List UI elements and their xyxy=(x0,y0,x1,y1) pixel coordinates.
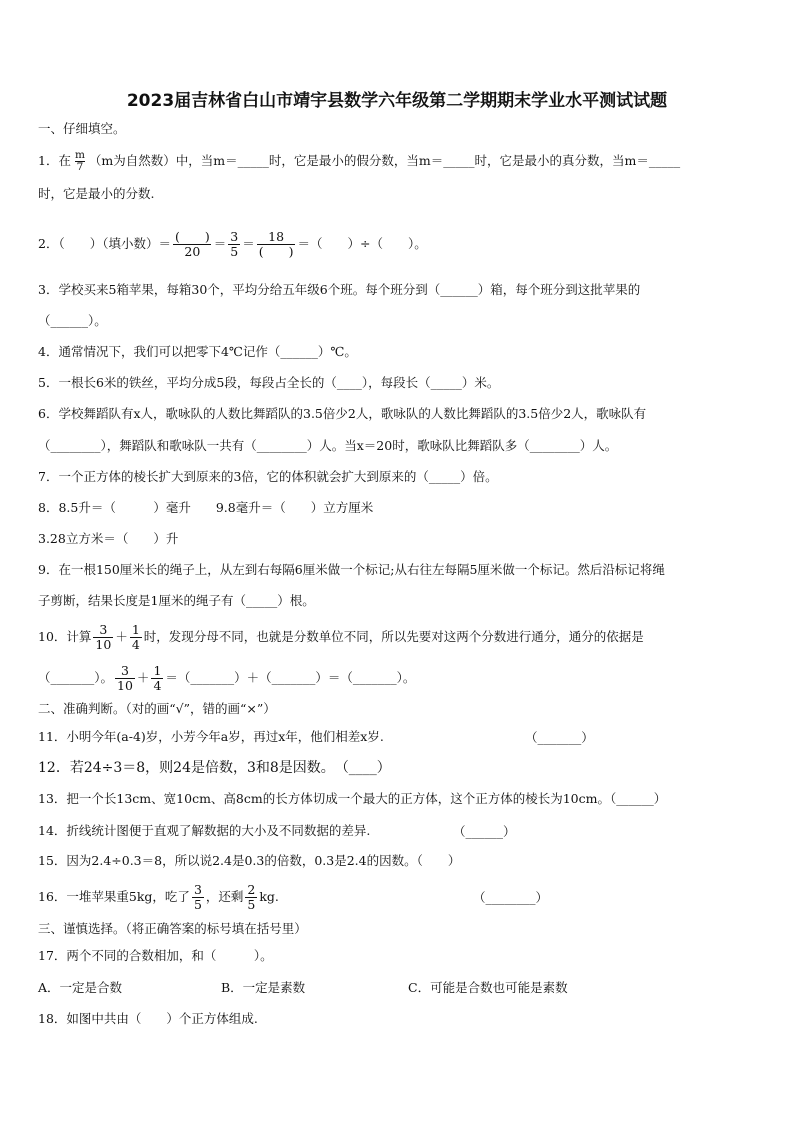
q10-f3-num: 3 xyxy=(120,663,129,678)
q10-text-a: 10．计算 xyxy=(38,629,92,644)
question-1-line-1 xyxy=(38,150,680,173)
q2-eq-2: ＝ xyxy=(242,236,255,251)
q12-text: 12．若24÷3＝8，则24是倍数，3和8是因数。 xyxy=(38,760,328,776)
question-9-line-1: 9．在一根150厘米长的绳子上，从左到右每隔6厘米做一个标记;从右往左每隔5厘米做一个标记。然后沿标记将绳 xyxy=(38,562,665,577)
q10-f4-den: 4 xyxy=(153,678,162,693)
question-8-line-2: 3.28立方米＝（ ）升 xyxy=(38,531,179,546)
q16-text-b: ，还剩 xyxy=(205,889,244,904)
q14-answer-paren: （______） xyxy=(453,824,516,839)
q17-option-a[interactable]: A．一定是合数 xyxy=(38,980,123,995)
question-14: 14．折线统计图便于直观了解数据的大小及不同数据的差异. xyxy=(38,823,371,838)
question-6-line-2: （________），舞蹈队和歌咏队一共有（________）人。当x＝20时，歌咏队比舞蹈队多（________）人。 xyxy=(38,438,618,453)
question-5: 5．一根长6米的铁丝，平均分成5段，每段占全长的（____），每段长（_____）米。 xyxy=(38,375,500,390)
question-13: 13．把一个长13cm、宽10cm、高8cm的长方体切成一个最大的正方体，这个正方体的棱长为10cm。（______） xyxy=(38,791,667,806)
q1-text-a: 1．在 xyxy=(38,153,71,168)
q1-text-b: （m为自然数）中，当m＝_____时，它是最小的假分数，当m＝_____时，它是最小的真分数，当m＝_____ xyxy=(88,153,681,168)
q10-fraction-2 xyxy=(130,623,142,652)
q10-fraction-1 xyxy=(93,623,113,652)
question-3-line-2: （______）。 xyxy=(38,313,107,328)
q2-f2-den: 5 xyxy=(230,244,239,259)
q1-fraction xyxy=(73,150,87,173)
q10-f2-num: 1 xyxy=(131,622,140,637)
section-2-heading: 二、准确判断。（对的画“√”，错的画“×”） xyxy=(38,701,276,716)
q2-fraction-2 xyxy=(228,230,240,259)
q2-f1-num: ( ) xyxy=(174,229,210,244)
q2-f3-den: ( ) xyxy=(258,244,294,259)
question-7: 7．一个正方体的棱长扩大到原来的3倍，它的体积就会扩大到原来的（_____）倍。 xyxy=(38,469,498,484)
q12-answer-paren: （____） xyxy=(341,760,391,776)
page-title: 2023届吉林省白山市靖宇县数学六年级第二学期期末学业水平测试试题 xyxy=(126,91,668,111)
q16-fraction-2 xyxy=(245,883,257,912)
q10-text-d: ＝（_______）＋（_______）＝（_______）。 xyxy=(165,670,416,685)
question-3-line-1: 3．学校买来5箱苹果，每箱30个，平均分给五年级6个班。每个班分到（______）箱，每个班分到这批苹果的 xyxy=(38,282,641,297)
question-11: 11．小明今年(a-4)岁，小芳今年a岁，再过x年，他们相差x岁. xyxy=(38,729,384,744)
q10-f2-den: 4 xyxy=(131,637,140,652)
question-18: 18．如图中共由（ ）个正方体组成. xyxy=(38,1011,258,1026)
q10-fraction-4 xyxy=(151,664,163,693)
question-10-line-2 xyxy=(38,661,415,695)
q10-fraction-3 xyxy=(115,664,135,693)
q16-text-c: kg. xyxy=(259,889,279,904)
question-10-line-1 xyxy=(38,620,644,654)
q2-fraction-3 xyxy=(257,230,296,259)
question-15: 15．因为2.4÷0.3＝8，所以说2.4是0.3的倍数，0.3是2.4的因数。（ ） xyxy=(38,853,461,868)
question-17: 17．两个不同的合数相加，和（ ）。 xyxy=(38,948,273,963)
question-1-line-2: 时，它是最小的分数. xyxy=(38,186,155,201)
question-9-line-2: 子剪断，结果长度是1厘米的绳子有（_____）根。 xyxy=(38,593,315,608)
q16-f1-den: 5 xyxy=(193,897,202,912)
q10-plus: ＋ xyxy=(115,629,128,644)
q16-f1-num: 3 xyxy=(193,882,202,897)
section-3-heading: 三、谨慎选择。（将正确答案的标号填在括号里） xyxy=(38,921,307,936)
section-1-heading: 一、仔细填空。 xyxy=(38,121,126,136)
q2-eq-1: ＝ xyxy=(213,236,227,251)
question-16 xyxy=(38,880,279,914)
q10-text-c: （_______）。 xyxy=(38,670,114,685)
q11-answer-paren: （_______） xyxy=(525,730,594,745)
q17-option-b[interactable]: B．一定是素数 xyxy=(221,980,306,995)
q2-f2-num: 3 xyxy=(230,229,239,244)
q16-fraction-1 xyxy=(192,883,204,912)
q1-frac-den: 7 xyxy=(76,161,84,173)
q10-f1-num: 3 xyxy=(99,622,108,637)
question-8-line-1: 8．8.5升＝（ ）毫升 9.8毫升＝（ ）立方厘米 xyxy=(38,500,374,515)
q10-f3-den: 10 xyxy=(117,678,133,693)
question-4: 4．通常情况下，我们可以把零下4℃记作（______）℃。 xyxy=(38,344,357,359)
q10-f4-num: 1 xyxy=(153,663,162,678)
q10-plus-2: ＋ xyxy=(136,670,150,685)
q16-answer-paren: （________） xyxy=(473,890,549,905)
question-2 xyxy=(38,224,427,264)
q2-fraction-1 xyxy=(173,230,212,259)
q17-option-c[interactable]: C．可能是合数也可能是素数 xyxy=(408,980,568,995)
q16-text-a: 16．一堆苹果重5kg，吃了 xyxy=(38,889,190,904)
q16-f2-num: 2 xyxy=(247,882,256,897)
q1-frac-num: m xyxy=(74,149,85,161)
q10-f1-den: 10 xyxy=(95,637,112,652)
q2-f1-den: 20 xyxy=(173,244,211,259)
question-6-line-1: 6．学校舞蹈队有x人，歌咏队的人数比舞蹈队的3.5倍少2人，歌咏队的人数比舞蹈队的3.5倍少2人，歌咏队有 xyxy=(38,406,647,421)
q2-f3-num: 18 xyxy=(268,229,285,244)
q10-text-b: 时，发现分母不同，也就是分数单位不同，所以先要对这两个分数进行通分，通分的依据是 xyxy=(143,629,644,644)
q2-text-a: 2．（ ）（填小数）＝ xyxy=(38,236,171,251)
question-12 xyxy=(38,759,391,777)
q16-f2-den: 5 xyxy=(247,897,256,912)
q2-text-b: ＝（ ）÷（ ）。 xyxy=(297,236,427,251)
